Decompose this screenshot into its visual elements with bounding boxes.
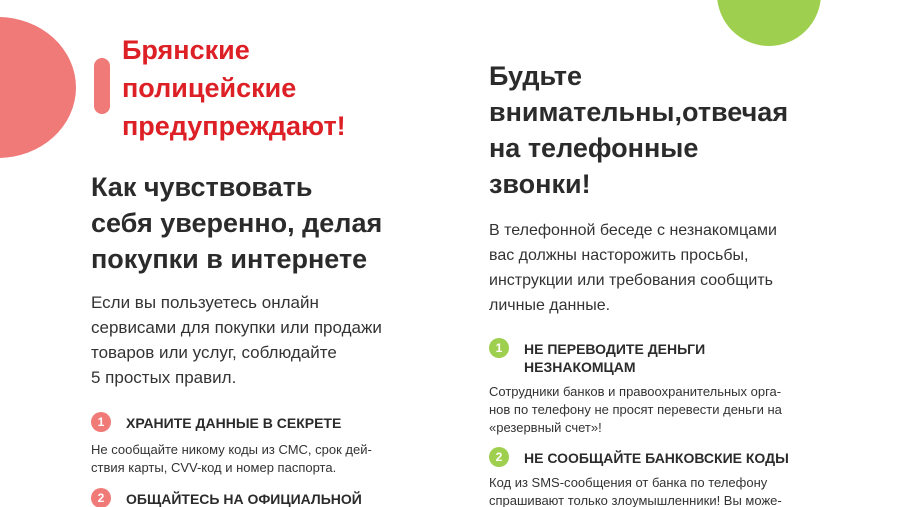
decorative-red-circle <box>0 17 76 158</box>
warning-line: Брянские <box>122 35 250 65</box>
rule-body <box>489 474 834 507</box>
rule-heading <box>524 340 804 376</box>
rule-heading <box>524 449 824 467</box>
intro-line: В телефонной беседе с незнакомцами <box>489 222 777 239</box>
rule-number-badge: 1 <box>91 412 111 432</box>
intro-line: товаров или услуг, соблюдайте <box>91 343 337 362</box>
intro-line: личные данные. <box>489 297 611 314</box>
rule-heading-line: НЕ ПЕРЕВОДИТЕ ДЕНЬГИ <box>524 341 706 357</box>
title-line: покупки в интернете <box>91 244 368 274</box>
intro-line: 5 простых правил. <box>91 368 237 387</box>
title-line: Как чувствовать <box>91 172 313 202</box>
intro-line: вас должны насторожить просьбы, <box>489 247 749 264</box>
decorative-green-circle <box>717 0 821 46</box>
intro-line: Если вы пользуетесь онлайн <box>91 293 319 312</box>
phone-calls-intro <box>489 218 834 318</box>
phone-calls-title <box>489 58 829 202</box>
rule-body-line: спрашивают только злоумышленники! Вы може- <box>489 493 782 507</box>
rule-body-line: Код из SMS-сообщения от банка по телефону <box>489 475 768 490</box>
title-line: внимательны,отвечая <box>489 97 789 127</box>
rule-body <box>489 383 834 437</box>
decorative-red-bar <box>94 58 110 114</box>
title-line: Будьте <box>489 61 582 91</box>
rule-number-badge: 2 <box>91 488 111 507</box>
rule-heading-line: НЕ СООБЩАЙТЕ БАНКОВСКИЕ КОДЫ <box>524 450 789 466</box>
warning-line: полицейские <box>122 73 297 103</box>
rule-heading-line: НЕЗНАКОМЦАМ <box>524 359 636 375</box>
rule-number-badge: 1 <box>489 338 509 358</box>
rule-body <box>91 441 436 477</box>
title-line: себя уверенно, делая <box>91 208 383 238</box>
intro-line: сервисами для покупки или продажи <box>91 318 382 337</box>
warning-line: предупреждают! <box>122 111 346 141</box>
rule-body-line: нов по телефону не просят перевести деньги на <box>489 402 782 417</box>
rule-body-line: ствия карты, CVV-код и номер паспорта. <box>91 460 337 475</box>
rule-body-line: «резервный счет»! <box>489 420 602 435</box>
rule-body-line: Не сообщайте никому коды из СМС, срок дей- <box>91 442 372 457</box>
title-line: на телефонные <box>489 133 699 163</box>
rule-number-badge: 2 <box>489 447 509 467</box>
rule-heading: ОБЩАЙТЕСЬ НА ОФИЦИАЛЬНОЙ <box>126 491 362 507</box>
intro-line: инструкции или требования сообщить <box>489 272 773 289</box>
online-shopping-title <box>91 169 431 277</box>
title-line: звонки! <box>489 169 591 199</box>
online-shopping-intro <box>91 290 436 390</box>
rule-heading: ХРАНИТЕ ДАННЫЕ В СЕКРЕТЕ <box>126 415 342 431</box>
police-warning-heading <box>122 31 346 145</box>
rule-body-line: Сотрудники банков и правоохранительных орга- <box>489 384 782 399</box>
